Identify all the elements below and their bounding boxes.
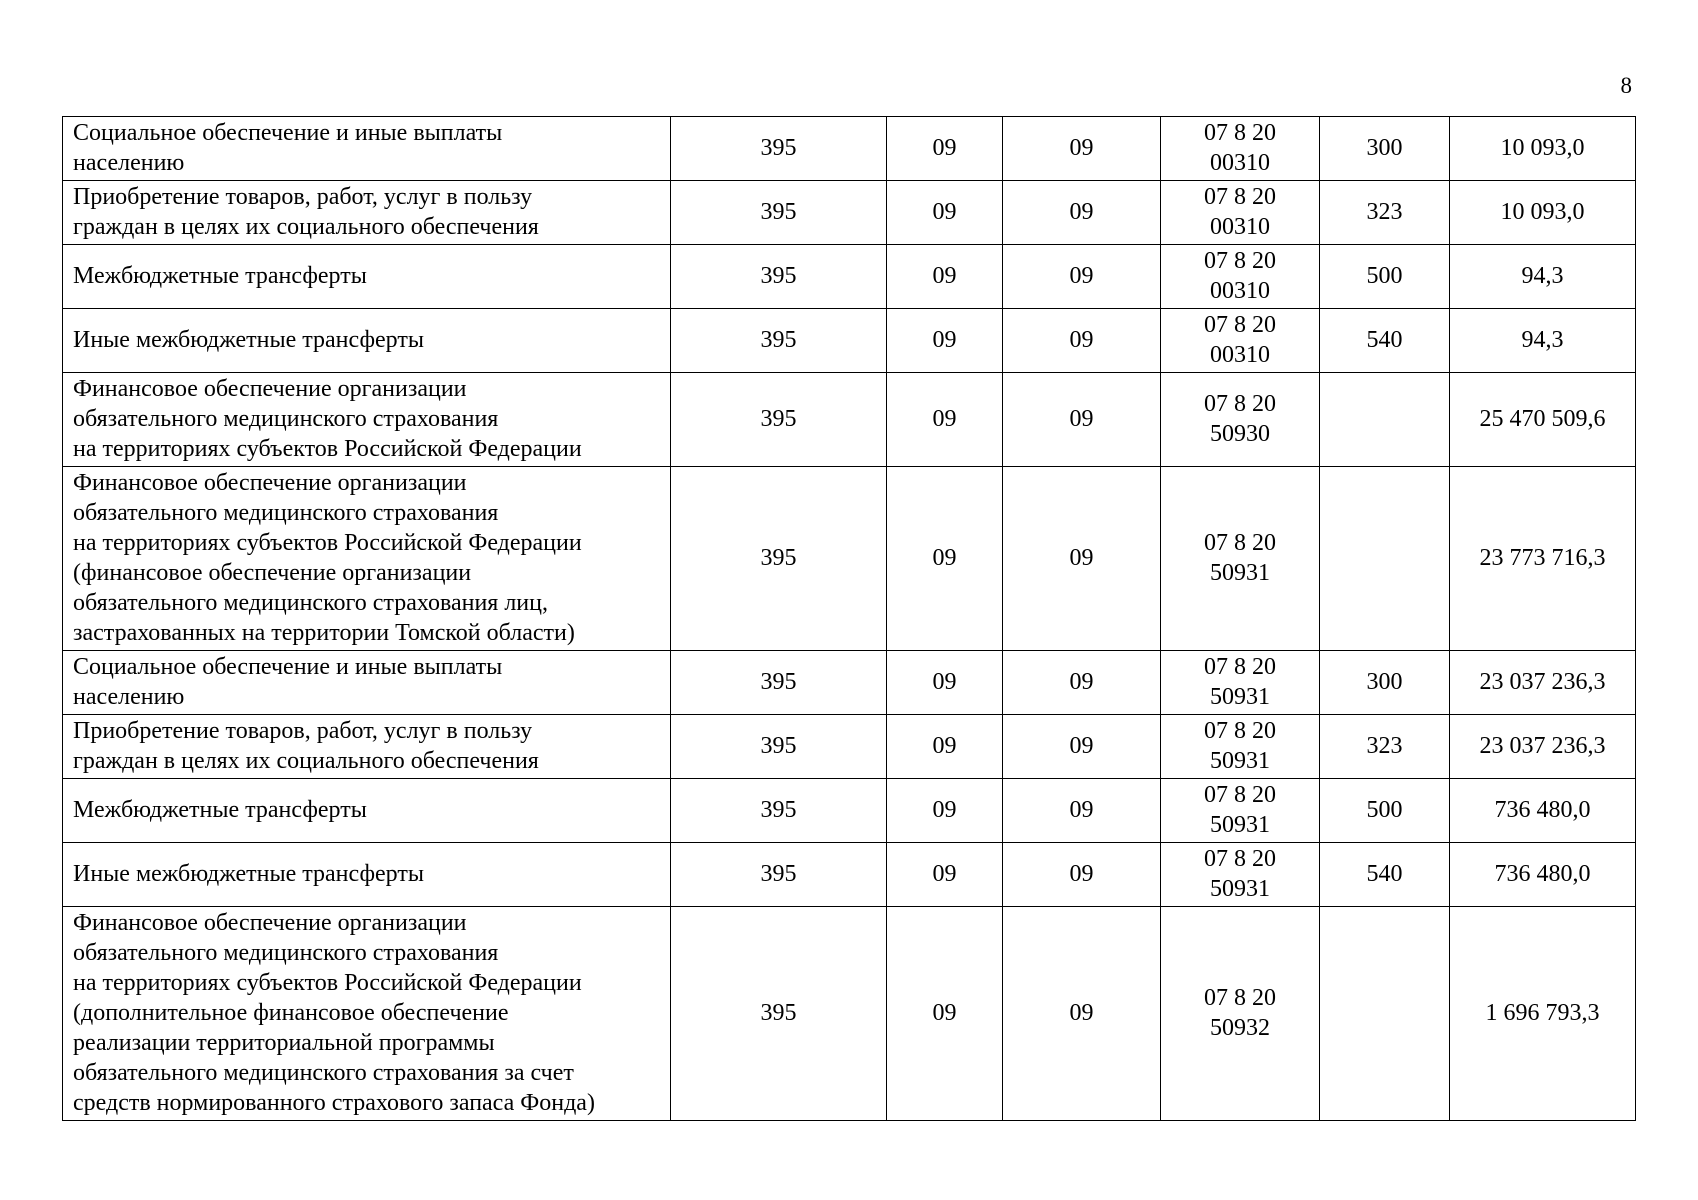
cell-target-article-code: 07 8 20 50931 [1161, 779, 1320, 843]
cell-item-name: Социальное обеспечение и иные выплаты населению [63, 117, 671, 181]
cell-target-article-code: 07 8 20 50931 [1161, 467, 1320, 651]
cell-item-name: Финансовое обеспечение организации обязательного медицинского страхования на территориях субъектов Российской Федерации (финансовое обеспечение организации обязательного медицинского страхования лиц, застрахованных на территории Томской области) [63, 467, 671, 651]
table-row [63, 181, 1636, 245]
cell-item-name: Иные межбюджетные трансферты [63, 843, 671, 907]
cell-expense-type-code [1320, 907, 1450, 1121]
cell-target-article-code: 07 8 20 00310 [1161, 245, 1320, 309]
cell-amount: 1 696 793,3 [1450, 907, 1636, 1121]
table-row [63, 373, 1636, 467]
cell-grbs-code: 395 [671, 843, 887, 907]
cell-section-code: 09 [887, 651, 1003, 715]
cell-section-code: 09 [887, 309, 1003, 373]
table-body [63, 117, 1636, 1121]
cell-item-name: Социальное обеспечение и иные выплаты населению [63, 651, 671, 715]
cell-grbs-code: 395 [671, 907, 887, 1121]
cell-subsection-code: 09 [1003, 715, 1161, 779]
cell-expense-type-code: 300 [1320, 117, 1450, 181]
cell-expense-type-code: 300 [1320, 651, 1450, 715]
cell-section-code: 09 [887, 843, 1003, 907]
cell-target-article-code: 07 8 20 50931 [1161, 715, 1320, 779]
cell-expense-type-code: 540 [1320, 309, 1450, 373]
table-row [63, 715, 1636, 779]
cell-subsection-code: 09 [1003, 309, 1161, 373]
cell-target-article-code: 07 8 20 50930 [1161, 373, 1320, 467]
cell-expense-type-code: 323 [1320, 715, 1450, 779]
cell-expense-type-code [1320, 373, 1450, 467]
cell-subsection-code: 09 [1003, 779, 1161, 843]
cell-amount: 736 480,0 [1450, 843, 1636, 907]
cell-item-name: Финансовое обеспечение организации обязательного медицинского страхования на территориях субъектов Российской Федерации [63, 373, 671, 467]
cell-grbs-code: 395 [671, 245, 887, 309]
cell-grbs-code: 395 [671, 779, 887, 843]
cell-expense-type-code: 500 [1320, 245, 1450, 309]
table-row [63, 467, 1636, 651]
cell-amount: 10 093,0 [1450, 117, 1636, 181]
table-row [63, 907, 1636, 1121]
cell-grbs-code: 395 [671, 181, 887, 245]
cell-item-name: Межбюджетные трансферты [63, 245, 671, 309]
cell-amount: 25 470 509,6 [1450, 373, 1636, 467]
cell-amount: 736 480,0 [1450, 779, 1636, 843]
cell-section-code: 09 [887, 373, 1003, 467]
cell-item-name: Финансовое обеспечение организации обязательного медицинского страхования на территориях субъектов Российской Федерации (дополнительное финансовое обеспечение реализации территориальной программы обязательного медицинского страхования за счет средств нормированного страхового запаса Фонда) [63, 907, 671, 1121]
cell-subsection-code: 09 [1003, 245, 1161, 309]
cell-target-article-code: 07 8 20 50931 [1161, 843, 1320, 907]
budget-table [62, 116, 1636, 1121]
page-number: 8 [1620, 73, 1632, 98]
cell-grbs-code: 395 [671, 309, 887, 373]
cell-expense-type-code: 540 [1320, 843, 1450, 907]
cell-section-code: 09 [887, 467, 1003, 651]
cell-expense-type-code: 500 [1320, 779, 1450, 843]
cell-amount: 94,3 [1450, 245, 1636, 309]
cell-item-name: Межбюджетные трансферты [63, 779, 671, 843]
cell-target-article-code: 07 8 20 00310 [1161, 181, 1320, 245]
cell-amount: 23 037 236,3 [1450, 651, 1636, 715]
cell-section-code: 09 [887, 907, 1003, 1121]
cell-section-code: 09 [887, 715, 1003, 779]
table-row [63, 245, 1636, 309]
cell-grbs-code: 395 [671, 715, 887, 779]
table-row [63, 117, 1636, 181]
table-row [63, 779, 1636, 843]
table-row [63, 843, 1636, 907]
cell-section-code: 09 [887, 779, 1003, 843]
cell-item-name: Иные межбюджетные трансферты [63, 309, 671, 373]
cell-target-article-code: 07 8 20 50932 [1161, 907, 1320, 1121]
cell-expense-type-code [1320, 467, 1450, 651]
cell-grbs-code: 395 [671, 467, 887, 651]
table-row [63, 651, 1636, 715]
cell-target-article-code: 07 8 20 50931 [1161, 651, 1320, 715]
cell-subsection-code: 09 [1003, 651, 1161, 715]
table-row [63, 309, 1636, 373]
cell-subsection-code: 09 [1003, 843, 1161, 907]
cell-target-article-code: 07 8 20 00310 [1161, 117, 1320, 181]
cell-amount: 23 037 236,3 [1450, 715, 1636, 779]
cell-subsection-code: 09 [1003, 467, 1161, 651]
cell-subsection-code: 09 [1003, 907, 1161, 1121]
cell-subsection-code: 09 [1003, 181, 1161, 245]
cell-item-name: Приобретение товаров, работ, услуг в пользу граждан в целях их социального обеспечения [63, 181, 671, 245]
cell-amount: 23 773 716,3 [1450, 467, 1636, 651]
cell-section-code: 09 [887, 117, 1003, 181]
cell-subsection-code: 09 [1003, 117, 1161, 181]
cell-expense-type-code: 323 [1320, 181, 1450, 245]
cell-subsection-code: 09 [1003, 373, 1161, 467]
cell-section-code: 09 [887, 181, 1003, 245]
cell-amount: 94,3 [1450, 309, 1636, 373]
cell-grbs-code: 395 [671, 373, 887, 467]
cell-target-article-code: 07 8 20 00310 [1161, 309, 1320, 373]
cell-grbs-code: 395 [671, 117, 887, 181]
cell-amount: 10 093,0 [1450, 181, 1636, 245]
cell-section-code: 09 [887, 245, 1003, 309]
cell-grbs-code: 395 [671, 651, 887, 715]
cell-item-name: Приобретение товаров, работ, услуг в пользу граждан в целях их социального обеспечения [63, 715, 671, 779]
